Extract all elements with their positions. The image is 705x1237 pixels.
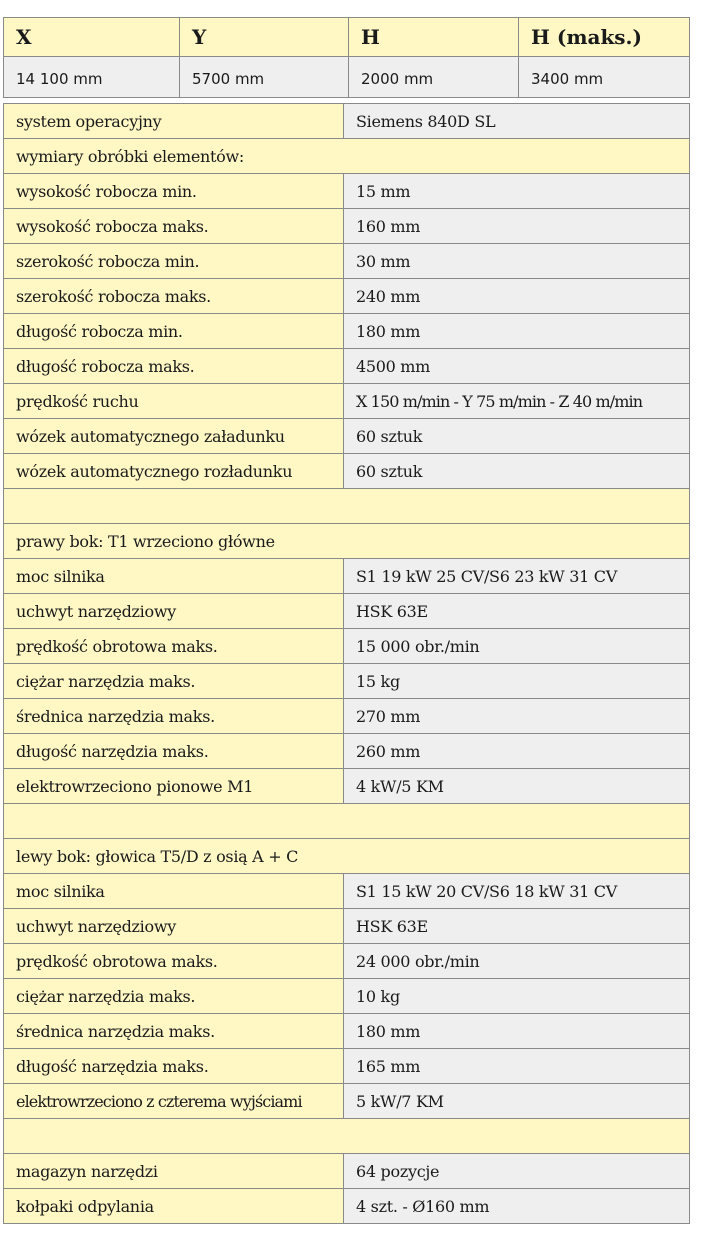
spec-value: 180 mm [344, 1014, 690, 1049]
table-row [4, 944, 690, 979]
spacer-cell [4, 489, 690, 524]
table-row [4, 1154, 690, 1189]
spec-label: prędkość obrotowa maks. [4, 944, 344, 979]
table-row [4, 909, 690, 944]
spec-label: długość narzędzia maks. [4, 734, 344, 769]
spec-label: moc silnika [4, 874, 344, 909]
table-row [4, 769, 690, 804]
table-row [4, 874, 690, 909]
table-row [4, 1189, 690, 1224]
spec-label: długość narzędzia maks. [4, 1049, 344, 1084]
spec-label: prędkość obrotowa maks. [4, 629, 344, 664]
table-row [4, 209, 690, 244]
spacer-cell [4, 804, 690, 839]
spec-value: 160 mm [344, 209, 690, 244]
dim-value-h-max: 3400 mm [519, 57, 690, 98]
spec-label: szerokość robocza min. [4, 244, 344, 279]
spec-value: 270 mm [344, 699, 690, 734]
dim-value-y: 5700 mm [180, 57, 349, 98]
spec-label: długość robocza maks. [4, 349, 344, 384]
spec-value: S1 15 kW 20 CV/S6 18 kW 31 CV [344, 874, 690, 909]
spec-value: HSK 63E [344, 909, 690, 944]
table-row [4, 594, 690, 629]
spec-label: wózek automatycznego rozładunku [4, 454, 344, 489]
spec-value: S1 19 kW 25 CV/S6 23 kW 31 CV [344, 559, 690, 594]
spec-value: 4500 mm [344, 349, 690, 384]
table-row [4, 104, 690, 139]
spec-value: HSK 63E [344, 594, 690, 629]
dimensions-table [3, 17, 690, 98]
spec-label: wózek automatycznego załadunku [4, 419, 344, 454]
spacer-cell [4, 1119, 690, 1154]
table-row [4, 699, 690, 734]
spec-label: elektrowrzeciono pionowe M1 [4, 769, 344, 804]
spec-value: 10 kg [344, 979, 690, 1014]
spec-label: długość robocza min. [4, 314, 344, 349]
spec-label: prędkość ruchu [4, 384, 344, 419]
table-row [4, 174, 690, 209]
spec-value: Siemens 840D SL [344, 104, 690, 139]
spec-value: 180 mm [344, 314, 690, 349]
spec-value: 260 mm [344, 734, 690, 769]
table-row [4, 279, 690, 314]
spec-label: średnica narzędzia maks. [4, 699, 344, 734]
dimensions-value-row [4, 57, 690, 98]
spec-label: uchwyt narzędziowy [4, 594, 344, 629]
table-row [4, 559, 690, 594]
dim-header-h-max: H (maks.) [519, 18, 690, 57]
spec-label: wysokość robocza min. [4, 174, 344, 209]
table-row [4, 244, 690, 279]
spacer-row [4, 489, 690, 524]
spec-label: system operacyjny [4, 104, 344, 139]
spec-value: 64 pozycje [344, 1154, 690, 1189]
dim-header-x: X [4, 18, 180, 57]
table-row [4, 349, 690, 384]
spec-value: 15 000 obr./min [344, 629, 690, 664]
spec-value: 240 mm [344, 279, 690, 314]
spec-label: kołpaki odpylania [4, 1189, 344, 1224]
spacer-row [4, 804, 690, 839]
table-row [4, 314, 690, 349]
section-title-workpiece: wymiary obróbki elementów: [4, 139, 690, 174]
section-title-right-side: prawy bok: T1 wrzeciono główne [4, 524, 690, 559]
table-row [4, 664, 690, 699]
spec-label: elektrowrzeciono z czterema wyjściami [4, 1084, 344, 1119]
table-row [4, 454, 690, 489]
spec-value: 60 sztuk [344, 419, 690, 454]
dimensions-header-row [4, 18, 690, 57]
spec-label: moc silnika [4, 559, 344, 594]
spec-label: szerokość robocza maks. [4, 279, 344, 314]
table-row [4, 384, 690, 419]
section-title-left-side: lewy bok: głowica T5/D z osią A + C [4, 839, 690, 874]
table-row [4, 419, 690, 454]
dim-value-h: 2000 mm [349, 57, 519, 98]
dim-value-x: 14 100 mm [4, 57, 180, 98]
spec-value: 15 kg [344, 664, 690, 699]
section-row [4, 139, 690, 174]
spec-value: 30 mm [344, 244, 690, 279]
spec-label: uchwyt narzędziowy [4, 909, 344, 944]
table-row [4, 979, 690, 1014]
spec-value: 5 kW/7 KM [344, 1084, 690, 1119]
section-row [4, 839, 690, 874]
table-row [4, 1014, 690, 1049]
dim-header-y: Y [180, 18, 349, 57]
spec-label: średnica narzędzia maks. [4, 1014, 344, 1049]
table-row [4, 629, 690, 664]
spec-value: 4 kW/5 KM [344, 769, 690, 804]
spec-label: wysokość robocza maks. [4, 209, 344, 244]
spec-value: 24 000 obr./min [344, 944, 690, 979]
spec-value: 165 mm [344, 1049, 690, 1084]
spec-label: ciężar narzędzia maks. [4, 664, 344, 699]
section-row [4, 524, 690, 559]
table-row [4, 734, 690, 769]
specifications-table [3, 103, 690, 1224]
table-row [4, 1084, 690, 1119]
spacer-row [4, 1119, 690, 1154]
dim-header-h: H [349, 18, 519, 57]
table-row [4, 1049, 690, 1084]
spec-value: 4 szt. - Ø160 mm [344, 1189, 690, 1224]
spec-label: ciężar narzędzia maks. [4, 979, 344, 1014]
spec-value: X 150 m/min - Y 75 m/min - Z 40 m/min [344, 384, 690, 419]
spec-value: 60 sztuk [344, 454, 690, 489]
spec-value: 15 mm [344, 174, 690, 209]
spec-label: magazyn narzędzi [4, 1154, 344, 1189]
